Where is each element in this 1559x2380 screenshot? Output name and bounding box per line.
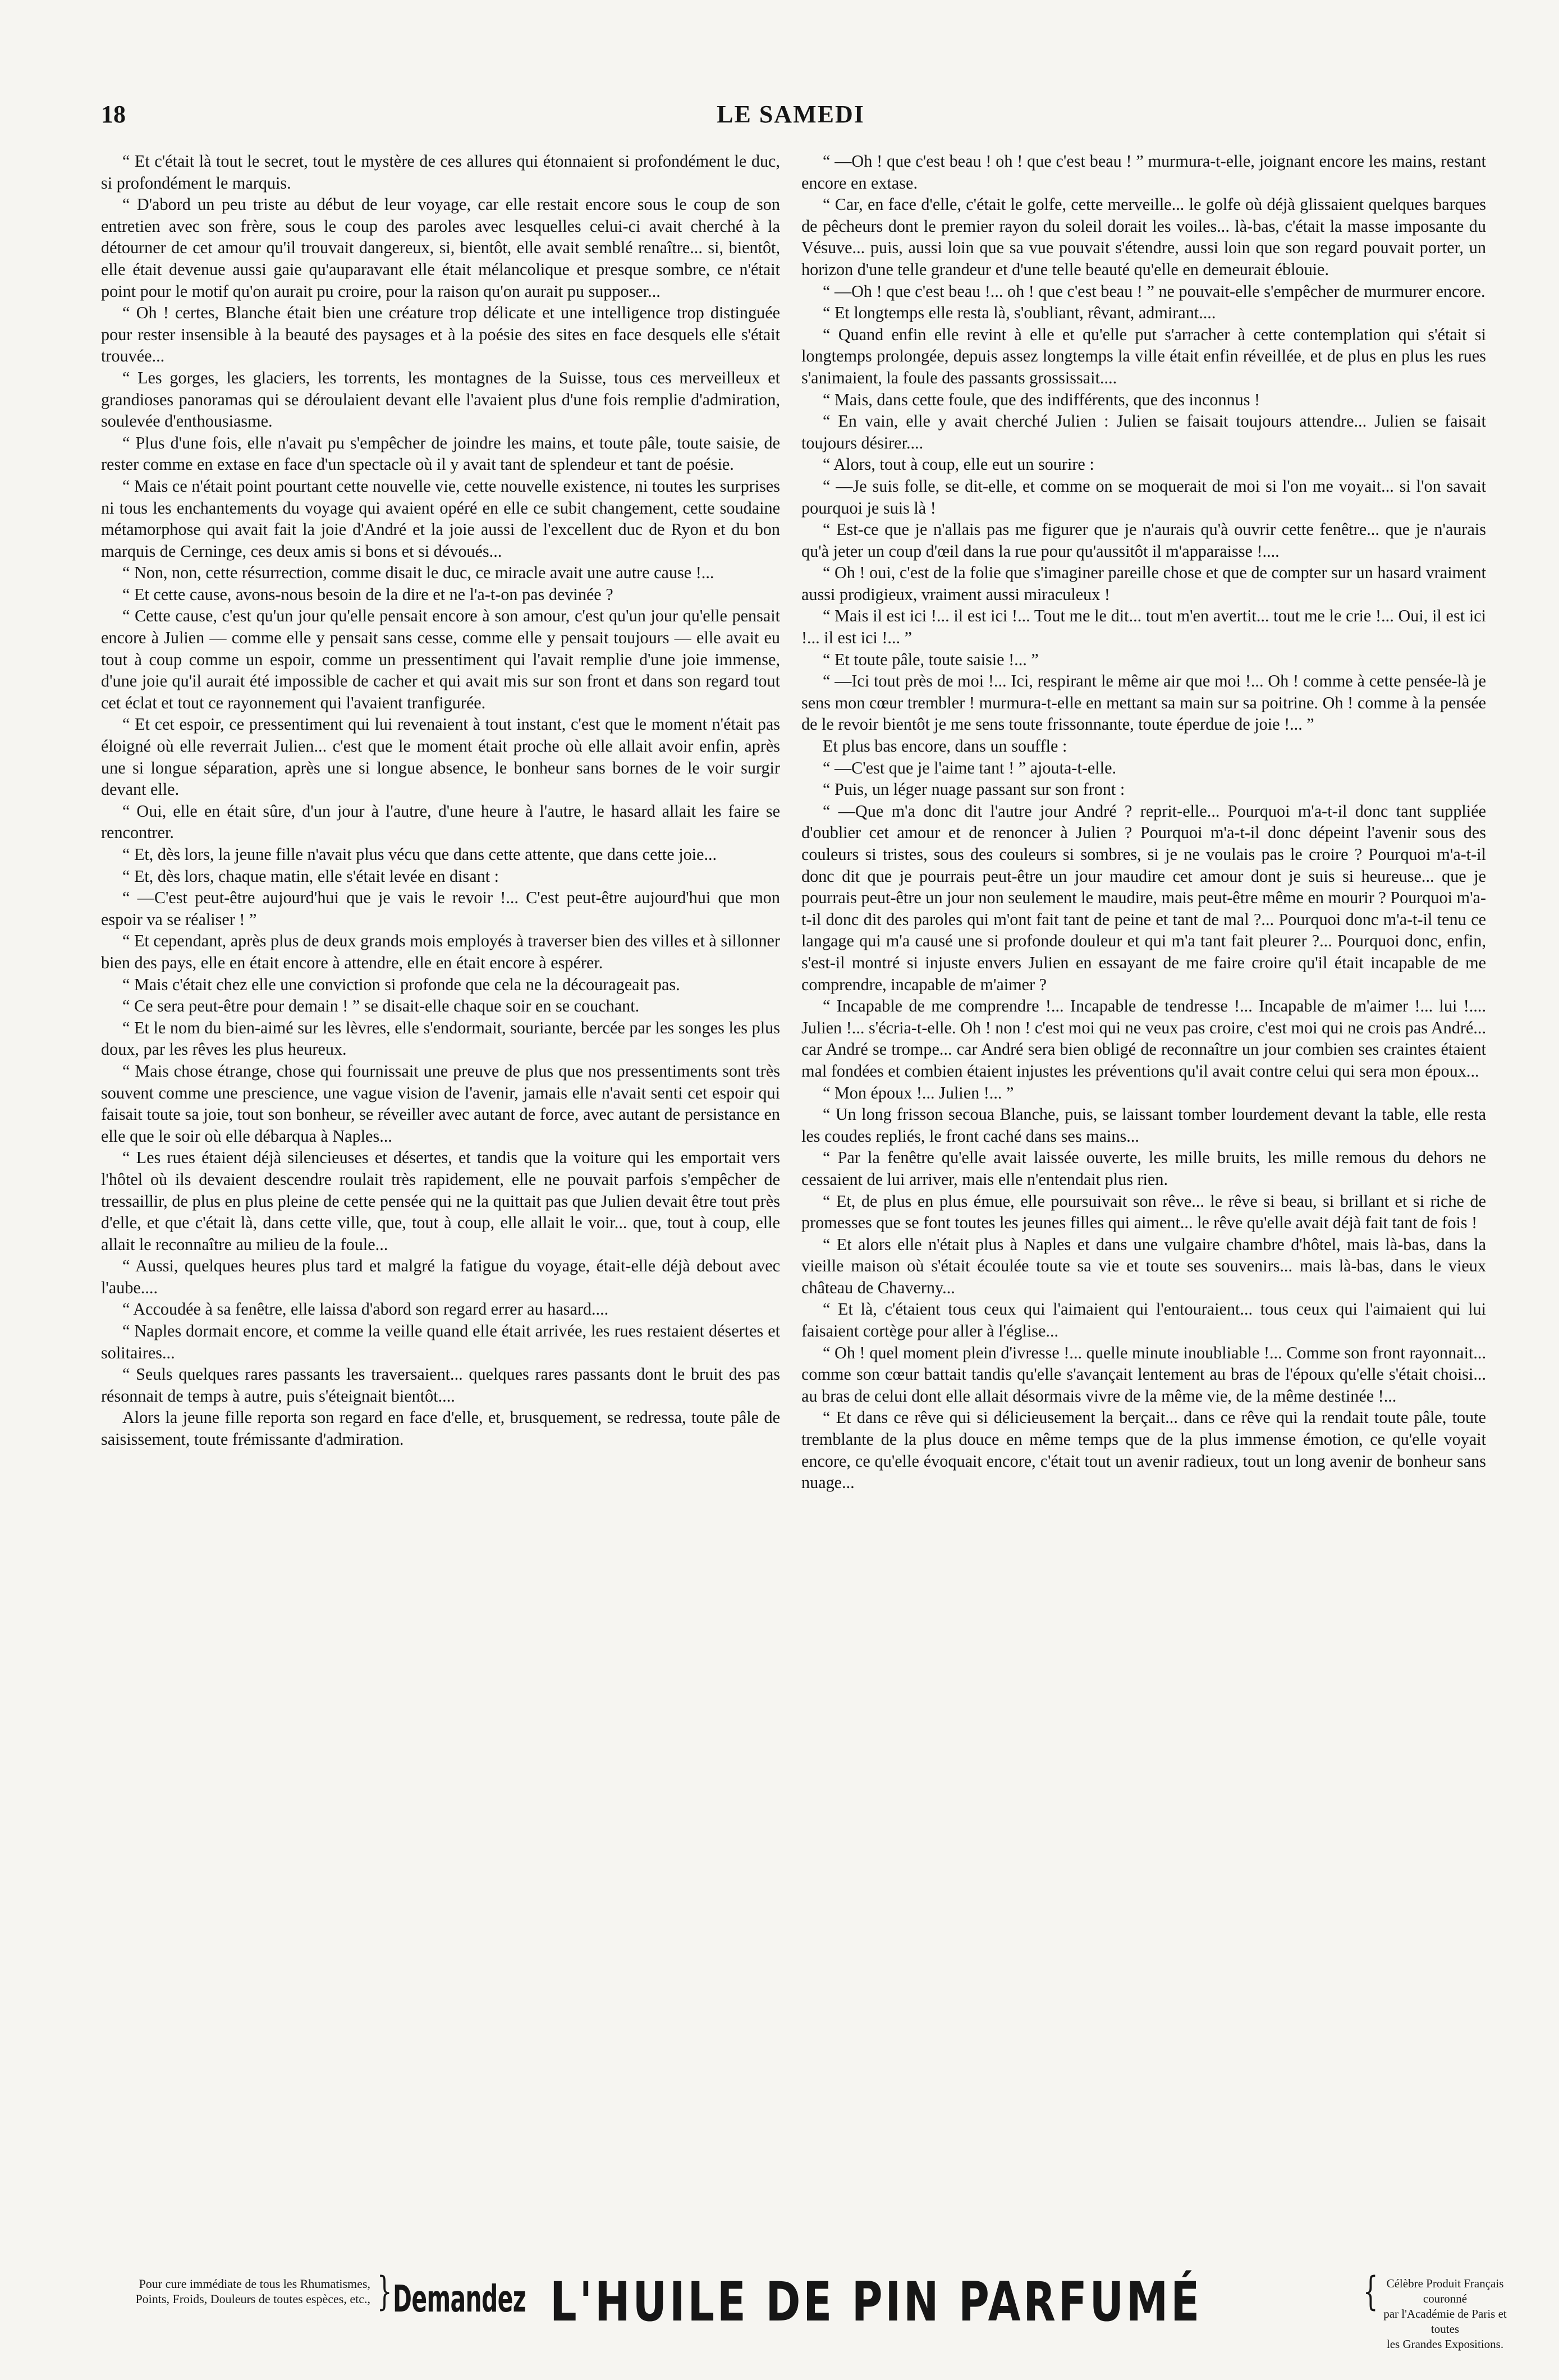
paragraph: “ Car, en face d'elle, c'était le golfe, cette merveille... le golfe où déjà glissaient quelques barques de pêcheurs dont le premier rayon du soleil dorait les voiles... là-bas, c'était la masse imposante du Vésuve... puis, aussi loin que sa vue pouvait s'étendre, aussi loin que son regard pouvait porter, un horizon d'une telle grandeur et d'une telle beauté qu'elle en demeurait éblouie.	[801, 195, 1486, 279]
paragraph: “ Et c'était là tout le secret, tout le mystère de ces allures qui étonnaient si profondément le duc, si profondément le marquis.	[101, 152, 780, 193]
paragraph: “ Et alors elle n'était plus à Naples et dans une vulgaire chambre d'hôtel, mais là-bas, dans la vieille maison où s'était écoulée toute sa vie et toute ses souvenirs... mais là-bas, dans le vieux château de Chaverny...	[801, 1234, 1486, 1297]
paragraph: “ Et cependant, après plus de deux grands mois employés à traverser bien des villes et à sillonner bien des pays, elle en était encore à attendre, elle en était encore à espérer.	[101, 931, 780, 972]
paragraph: “ Oh ! certes, Blanche était bien une créature trop délicate et une intelligence trop distinguée pour rester insensible à la beauté des paysages et à la poésie des sites en face desquels elle s'était trouvée...	[101, 303, 780, 366]
ad-product-name: L'HUILE DE PIN PARFUMÉ	[550, 2271, 1202, 2333]
paragraph: “ Alors, tout à coup, elle eut un sourire :	[823, 455, 1094, 474]
paragraph: “ Et longtemps elle resta là, s'oubliant, rêvant, admirant....	[823, 303, 1216, 323]
paragraph: “ —Que m'a donc dit l'autre jour André ? reprit-elle... Pourquoi m'a-t-il donc tant suppliée d'oublier cet amour et de renoncer à Julien ? Pourquoi m'a-t-il donc dépeint l'avenir sous des couleurs si tristes, sous des couleurs si sombres, si je ne voulais pas le croire ? Pourquoi m'a-t-il donc dit que je pourrais peut-être un jour maudire cet amour dont je suis si heureuse... que je pourrais peut-être un jour non seulement le maudire, mais peut-être même en mourir ? Pourquoi m'a-t-il donc dit des paroles qui m'ont fait tant de peine et tant de mal ?... Pourquoi donc m'a-t-il tenu ce langage qui m'a causé une si profonde douleur et qui m'a tant fait pleurer ?... Pourquoi donc, enfin, s'est-il montré si injuste envers Julien en essayant de me faire croire qu'il était incapable de me comprendre, incapable de m'aimer ?	[801, 801, 1486, 994]
paragraph: “ Oh ! quel moment plein d'ivresse !... quelle minute inoubliable !... Comme son front rayonnait... comme son cœur battait tandis qu'elle s'avançait lentement au bras de l'époux qu'elle s'était choisi... au bras de celui dont elle allait désormais vivre de la même vie, de la même destinée !...	[801, 1343, 1486, 1406]
paragraph: “ Les rues étaient déjà silencieuses et désertes, et tandis que la voiture qui les emportait vers l'hôtel où ils devaient descendre roulait très rapidement, elle ne pouvait parfois s'empêcher de tressaillir, de plus en plus pleine de cette pensée qui ne la quittait pas que Julien devait être tout près d'elle, et que c'était là, dans cette ville, que, tout à coup, elle allait le voir... que, tout à coup, elle allait le reconnaître au milieu de la foule...	[101, 1148, 780, 1254]
paragraph: “ Et, de plus en plus émue, elle poursuivait son rêve... le rêve si beau, si brillant et si riche de promesses que se font toutes les jeunes filles qui aiment... le rêve qu'elle avait déjà fait tant de fois !	[801, 1191, 1486, 1233]
paragraph: “ Puis, un léger nuage passant sur son front :	[823, 780, 1125, 799]
running-title: LE SAMEDI	[717, 100, 865, 128]
page-header	[101, 100, 1480, 134]
paragraph: “ Mais chose étrange, chose qui fournissait une preuve de plus que nos pressentiments sont très souvent comme une prescience, une vague vision de l'avenir, jamais elle n'avait senti cet espoir qui faisait toute sa joie, tout son bonheur, se réveiller avec autant de force, avec autant de persistance en elle que le soir où elle débarqua à Naples...	[101, 1061, 780, 1146]
paragraph: “ Oui, elle en était sûre, d'un jour à l'autre, d'une heure à l'autre, le hasard allait les faire se rencontrer.	[101, 801, 780, 843]
paragraph: “ Et cette cause, avons-nous besoin de la dire et ne l'a-t-on pas devinée ?	[122, 584, 613, 604]
paragraph: “ Mais il est ici !... il est ici !... Tout me le dit... tout m'en avertit... tout me le crie !... Oui, il est ici !... il est ici !... ”	[801, 606, 1486, 648]
right-text-column	[801, 150, 1486, 1494]
paragraph: “ Non, non, cette résurrection, comme disait le duc, ce miracle avait une autre cause !...	[122, 563, 714, 583]
paragraph: “ Et dans ce rêve qui si délicieusement la berçait... dans ce rêve qui la rendait toute pâle, toute tremblante de la plus douce en même temps que de la plus immense émotion, ce qu'elle voyait encore, ce qu'elle évoquait encore, c'était tout un avenir radieux, tout un long avenir de bonheur sans nuage...	[801, 1408, 1486, 1493]
paragraph: “ Un long frisson secoua Blanche, puis, se laissant tomber lourdement devant la table, elle resta les coudes repliés, le front caché dans ses mains...	[801, 1105, 1486, 1146]
paragraph: “ En vain, elle y avait cherché Julien : Julien se faisait toujours attendre... Julien se faisait toujours désirer....	[801, 411, 1486, 452]
advertisement-banner	[56, 2268, 1507, 2351]
paragraph: “ Mais, dans cette foule, que des indifférents, que des inconnus !	[823, 390, 1260, 409]
paragraph: “ Cette cause, c'est qu'un jour qu'elle pensait encore à son amour, c'est qu'un jour qu'elle pensait encore à Julien — comme elle y pensait sans cesse, comme elle y pensait toujours — elle avait eu tout à coup comme un espoir, comme un pressentiment qui l'avait remplie d'une joie immense, d'une joie qu'il aurait été impossible de cacher et qui avait mis sur son front et dans son regard tout cet éclat et tout ce rayonnement qui l'avaient tranfigurée.	[101, 606, 780, 712]
paragraph: “ —C'est que je l'aime tant ! ” ajouta-t-elle.	[823, 758, 1117, 777]
ad-right-text	[1375, 2276, 1515, 2352]
paragraph: “ —Je suis folle, se dit-elle, et comme on se moquerait de moi si l'on me voyait... si l'on savait pourquoi je suis là !	[801, 476, 1486, 518]
paragraph: “ Mon époux !... Julien !... ”	[823, 1083, 1014, 1102]
paragraph: “ Et, dès lors, chaque matin, elle s'était levée en disant :	[122, 866, 499, 886]
paragraph: “ Mais ce n'était point pourtant cette nouvelle vie, cette nouvelle existence, ni toutes les surprises ni tous les enchantements du voyage qui avaient opéré en elle ce subit changement, cette soudaine métamorphose qui avait fait la joie d'André et la joie aussi de l'excellent duc de Ryon et du bon marquis de Cerninge, ces deux amis si bons et si dévoués...	[101, 476, 780, 561]
paragraph: “ D'abord un peu triste au début de leur voyage, car elle restait encore sous le coup de son entretien avec son frère, sous le coup des paroles avec lesquelles celui-ci avait cherché à la détourner de cet amour qu'il trouvait dangereux, si, bientôt, elle avait semblé renaître... si, bientôt, elle était devenue aussi gaie qu'auparavant elle était mélancolique et presque sombre, ce n'était point pour le motif qu'on aurait pu croire, pour la raison qu'on aurait pu supposer...	[101, 195, 780, 301]
paragraph: “ Seuls quelques rares passants les traversaient... quelques rares passants dont le bruit des pas résonnait de temps à autre, puis s'éteignait bientôt....	[101, 1365, 780, 1406]
paragraph: “ Mais c'était chez elle une conviction si profonde que cela ne la décourageait pas.	[122, 974, 680, 994]
paragraph: “ Accoudée à sa fenêtre, elle laissa d'abord son regard errer au hasard....	[122, 1299, 609, 1319]
ad-right-line-3: les Grandes Expositions.	[1386, 2337, 1504, 2351]
paragraph: “ —Oh ! que c'est beau ! oh ! que c'est beau ! ” murmura-t-elle, joignant encore les mains, restant encore en extase.	[801, 152, 1486, 193]
paragraph: “ Plus d'une fois, elle n'avait pu s'empêcher de joindre les mains, et toute pâle, toute saisie, de rester comme en extase en face d'un spectacle où il y avait tant de splendeur et tant de poésie.	[101, 433, 780, 474]
paragraph: Alors la jeune fille reporta son regard en face d'elle, et, brusquement, se redressa, toute pâle de saisissement, toute frémissante d'admiration.	[101, 1408, 780, 1449]
paragraph: “ —C'est peut-être aujourd'hui que je vais le revoir !... C'est peut-être aujourd'hui que mon espoir va se réaliser ! ”	[101, 888, 780, 929]
ad-brace-left: }	[377, 2268, 392, 2314]
paragraph: Et plus bas encore, dans un souffle :	[823, 736, 1067, 756]
paragraph: “ Incapable de me comprendre !... Incapable de tendresse !... Incapable de m'aimer !... lui !.... Julien !... s'écria-t-elle. Oh ! non ! c'est moi qui ne veux pas croire, c'est moi qui ne crois pas André... car André se trompe... car André sera bien obligé de reconnaître un jour combien ses craintes étaient mal fondées et combien étaient injustes les préventions qu'il avait contre celui qui sera mon époux...	[801, 996, 1486, 1081]
ad-left-line-2: Points, Froids, Douleurs de toutes espèces, etc.,	[135, 2292, 370, 2306]
paragraph: “ Et cet espoir, ce pressentiment qui lui revenaient à tout instant, c'est que le moment n'était pas éloigné où elle reverrait Julien... c'est que le moment était proche où elle allait avoir enfin, après une si longue séparation, après une si longue absence, le bonheur sans bornes de le voir surgir devant elle.	[101, 715, 780, 799]
paragraph: “ Ce sera peut-être pour demain ! ” se disait-elle chaque soir en se couchant.	[122, 996, 640, 1016]
ad-demandez: Demandez	[393, 2277, 526, 2320]
ad-right-line-1: Célèbre Produit Français couronné	[1386, 2277, 1504, 2305]
ad-brace-right: {	[1363, 2268, 1378, 2314]
paragraph: “ Naples dormait encore, et comme la veille quand elle était arrivée, les rues restaient désertes et solitaires...	[101, 1321, 780, 1362]
paragraph: “ —Oh ! que c'est beau !... oh ! que c'est beau ! ” ne pouvait-elle s'empêcher de murmurer encore.	[823, 281, 1485, 301]
paragraph: “ Et toute pâle, toute saisie !... ”	[823, 649, 1039, 669]
ad-right-line-2: par l'Académie de Paris et toutes	[1383, 2307, 1507, 2336]
ad-left-line-1: Pour cure immédiate de tous les Rhumatismes,	[139, 2277, 370, 2291]
paragraph: “ Et, dès lors, la jeune fille n'avait plus vécu que dans cette attente, que dans cette joie...	[122, 845, 717, 864]
page-number: 18	[101, 100, 126, 128]
ad-left-text	[56, 2276, 370, 2306]
left-text-column	[101, 150, 780, 1450]
paragraph: “ —Ici tout près de moi !... Ici, respirant le même air que moi !... Oh ! comme à cette pensée-là je sens mon cœur trembler ! murmura-t-elle en mettant sa main sur sa poitrine. Oh ! comme à la pensée de le revoir bientôt je me sens toute frissonnante, toute éperdue de joie !... ”	[801, 671, 1486, 734]
paragraph: “ Et là, c'étaient tous ceux qui l'aimaient qui l'entouraient... tous ceux qui l'aimaient qui lui faisaient cortège pour aller à l'église...	[801, 1299, 1486, 1341]
paragraph: “ Est-ce que je n'allais pas me figurer que je n'aurais qu'à ouvrir cette fenêtre... que je n'aurais qu'à jeter un coup d'œil dans la rue pour qu'aussitôt il m'apparaisse !....	[801, 520, 1486, 561]
paragraph: “ Aussi, quelques heures plus tard et malgré la fatigue du voyage, était-elle déjà debout avec l'aube....	[101, 1256, 780, 1297]
paragraph: “ Quand enfin elle revint à elle et qu'elle put s'arracher à cette contemplation qui s'était si longtemps prolongée, depuis assez longtemps la ville était enfin réveillée, et de plus en plus les rues s'animaient, la foule des passants grossissait....	[801, 324, 1486, 387]
paragraph: “ Et le nom du bien-aimé sur les lèvres, elle s'endormait, souriante, bercée par les songes les plus doux, par les rêves les plus heureux.	[101, 1018, 780, 1059]
paragraph: “ Oh ! oui, c'est de la folie que s'imaginer pareille chose et que de compter sur un hasard vraiment aussi prodigieux, vraiment aussi miraculeux !	[801, 563, 1486, 604]
paragraph: “ Par la fenêtre qu'elle avait laissée ouverte, les mille bruits, les mille remous du dehors ne cessaient de lui arriver, mais elle n'entendait plus rien.	[801, 1148, 1486, 1189]
paragraph: “ Les gorges, les glaciers, les torrents, les montagnes de la Suisse, tous ces merveilleux et grandioses panoramas qui se déroulaient devant elle l'avaient plus d'une fois remplie d'admiration, soulevée d'enthousiasme.	[101, 368, 780, 431]
